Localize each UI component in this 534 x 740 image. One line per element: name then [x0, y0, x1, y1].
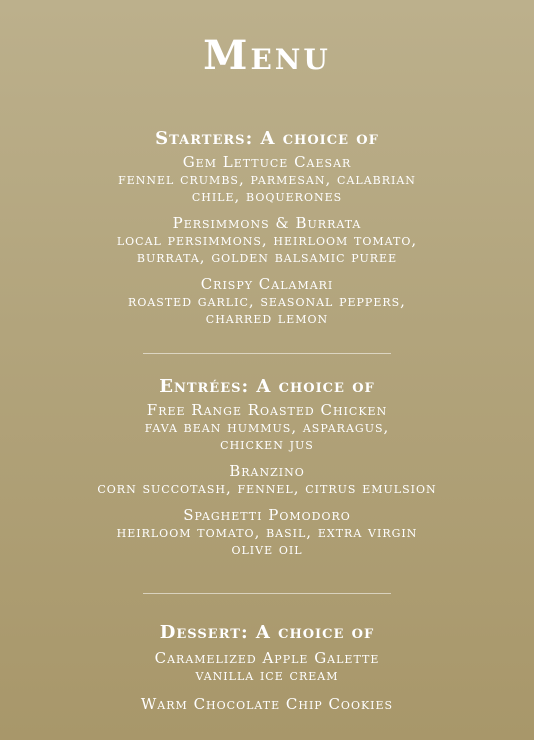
item-name: Crispy Calamari [200, 275, 334, 293]
item-description: corn succotash, fennel, citrus emulsion [97, 479, 437, 497]
item-name: Branzino [229, 462, 305, 480]
item-description: fennel crumbs, parmesan, calabrian [118, 170, 416, 188]
section-divider [143, 593, 391, 594]
section-divider [143, 353, 391, 354]
menu-title: Menu [203, 32, 331, 79]
item-description: heirloom tomato, basil, extra virgin [116, 523, 418, 541]
item-name: Gem Lettuce Caesar [182, 153, 352, 171]
menu-item [0, 696, 534, 713]
item-description: local persimmons, heirloom tomato, [116, 231, 418, 249]
item-name: Persimmons & Burrata [172, 214, 362, 232]
item-name: Spaghetti Pomodoro [183, 506, 351, 524]
menu-item [0, 507, 534, 558]
item-description: olive oil [231, 540, 303, 558]
section-starters [0, 128, 534, 327]
item-name: Free Range Roasted Chicken [146, 401, 388, 419]
menu-item [0, 650, 534, 684]
item-description: charred lemon [205, 309, 329, 327]
menu-item [0, 276, 534, 327]
menu-item [0, 463, 534, 497]
item-description: burrata, golden balsamic puree [136, 248, 398, 266]
menu-item [0, 215, 534, 266]
item-description: chile, boquerones [191, 187, 343, 205]
menu-item [0, 154, 534, 205]
section-entrees [0, 376, 534, 558]
section-dessert [0, 622, 534, 713]
menu-item [0, 402, 534, 453]
item-name: Caramelized Apple Galette [154, 649, 380, 667]
section-heading: Starters: A choice of [155, 128, 379, 149]
section-heading: Dessert: A choice of [159, 622, 375, 643]
item-description: roasted garlic, seasonal peppers, [128, 292, 406, 310]
item-name: Warm Chocolate Chip Cookies [140, 695, 394, 713]
section-heading: Entrées: A choice of [159, 376, 375, 397]
item-description: chicken jus [220, 435, 314, 453]
item-description: fava bean hummus, asparagus, [144, 418, 390, 436]
item-description: vanilla ice cream [195, 666, 339, 684]
